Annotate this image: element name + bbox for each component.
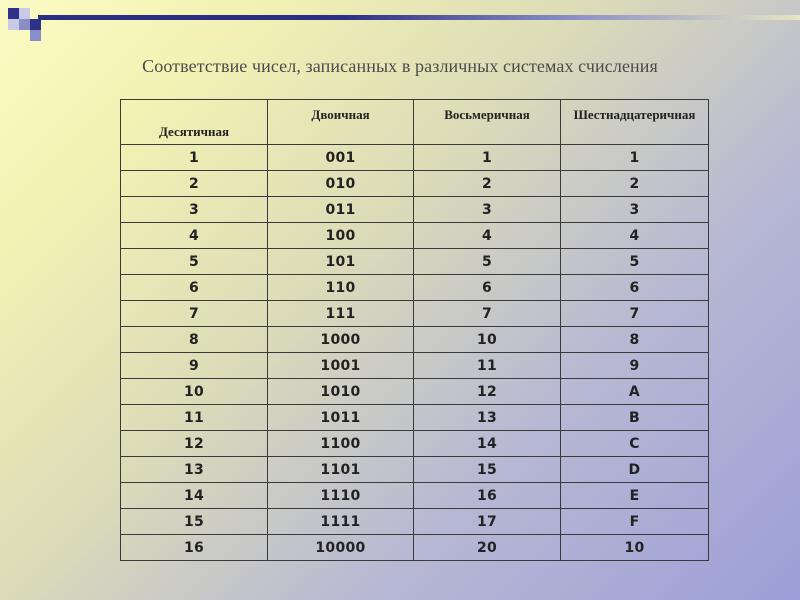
table-row: [121, 405, 709, 431]
cell-binary: 1100: [268, 431, 414, 457]
cell-hexadecimal: A: [561, 379, 709, 405]
cell-octal: 16: [414, 483, 561, 509]
page-title: Соответствие чисел, записанных в различных системах счисления: [142, 56, 658, 76]
cell-decimal: 14: [121, 483, 268, 509]
table-row: [121, 431, 709, 457]
cell-binary: 10000: [268, 535, 414, 561]
cell-octal: 20: [414, 535, 561, 561]
cell-hexadecimal: 1: [561, 145, 709, 171]
table-row: [121, 223, 709, 249]
decor-square-icon: [19, 19, 30, 30]
cell-octal: 17: [414, 509, 561, 535]
cell-octal: 13: [414, 405, 561, 431]
table-row: [121, 301, 709, 327]
decor-square-icon: [30, 19, 41, 30]
table-row: [121, 249, 709, 275]
table-row: [121, 197, 709, 223]
cell-decimal: 3: [121, 197, 268, 223]
cell-hexadecimal: 7: [561, 301, 709, 327]
number-systems-table: [120, 99, 709, 561]
table-row: [121, 353, 709, 379]
header-binary: Двоичная: [268, 100, 414, 145]
cell-hexadecimal: C: [561, 431, 709, 457]
table-row: [121, 509, 709, 535]
decor-square-icon: [30, 30, 41, 41]
table-row: [121, 171, 709, 197]
header-hexadecimal: Шестнадцатеричная: [561, 100, 709, 145]
cell-decimal: 15: [121, 509, 268, 535]
table-row: [121, 145, 709, 171]
cell-binary: 1001: [268, 353, 414, 379]
cell-binary: 010: [268, 171, 414, 197]
cell-hexadecimal: 2: [561, 171, 709, 197]
cell-binary: 1101: [268, 457, 414, 483]
cell-decimal: 16: [121, 535, 268, 561]
cell-binary: 1011: [268, 405, 414, 431]
cell-decimal: 11: [121, 405, 268, 431]
cell-octal: 2: [414, 171, 561, 197]
cell-binary: 011: [268, 197, 414, 223]
cell-hexadecimal: E: [561, 483, 709, 509]
cell-octal: 10: [414, 327, 561, 353]
cell-binary: 1111: [268, 509, 414, 535]
cell-decimal: 6: [121, 275, 268, 301]
cell-hexadecimal: 5: [561, 249, 709, 275]
table-row: [121, 327, 709, 353]
cell-hexadecimal: B: [561, 405, 709, 431]
cell-decimal: 2: [121, 171, 268, 197]
cell-hexadecimal: F: [561, 509, 709, 535]
table-header-row: [121, 100, 709, 145]
cell-hexadecimal: 4: [561, 223, 709, 249]
table-row: [121, 275, 709, 301]
cell-octal: 4: [414, 223, 561, 249]
cell-binary: 001: [268, 145, 414, 171]
cell-hexadecimal: 8: [561, 327, 709, 353]
cell-decimal: 7: [121, 301, 268, 327]
cell-binary: 1110: [268, 483, 414, 509]
cell-decimal: 5: [121, 249, 268, 275]
cell-hexadecimal: 9: [561, 353, 709, 379]
cell-hexadecimal: 6: [561, 275, 709, 301]
cell-octal: 12: [414, 379, 561, 405]
cell-hexadecimal: 10: [561, 535, 709, 561]
cell-binary: 1010: [268, 379, 414, 405]
cell-octal: 14: [414, 431, 561, 457]
cell-decimal: 4: [121, 223, 268, 249]
table-row: [121, 379, 709, 405]
cell-binary: 1000: [268, 327, 414, 353]
cell-decimal: 10: [121, 379, 268, 405]
cell-octal: 5: [414, 249, 561, 275]
cell-octal: 7: [414, 301, 561, 327]
header-decimal: Десятичная: [121, 100, 268, 145]
cell-hexadecimal: D: [561, 457, 709, 483]
table-body: [121, 145, 709, 561]
cell-binary: 110: [268, 275, 414, 301]
decor-square-icon: [8, 19, 19, 30]
cell-octal: 1: [414, 145, 561, 171]
header-divider-line: [38, 15, 800, 20]
cell-octal: 3: [414, 197, 561, 223]
cell-octal: 11: [414, 353, 561, 379]
cell-decimal: 12: [121, 431, 268, 457]
decorative-header-bar: [0, 0, 800, 38]
table-row: [121, 457, 709, 483]
cell-decimal: 13: [121, 457, 268, 483]
cell-octal: 6: [414, 275, 561, 301]
cell-binary: 101: [268, 249, 414, 275]
table-row: [121, 483, 709, 509]
cell-binary: 100: [268, 223, 414, 249]
cell-binary: 111: [268, 301, 414, 327]
cell-octal: 15: [414, 457, 561, 483]
decor-square-icon: [19, 8, 30, 19]
decor-square-icon: [8, 8, 19, 19]
table-row: [121, 535, 709, 561]
cell-hexadecimal: 3: [561, 197, 709, 223]
cell-decimal: 8: [121, 327, 268, 353]
cell-decimal: 1: [121, 145, 268, 171]
header-octal: Восьмеричная: [414, 100, 561, 145]
cell-decimal: 9: [121, 353, 268, 379]
